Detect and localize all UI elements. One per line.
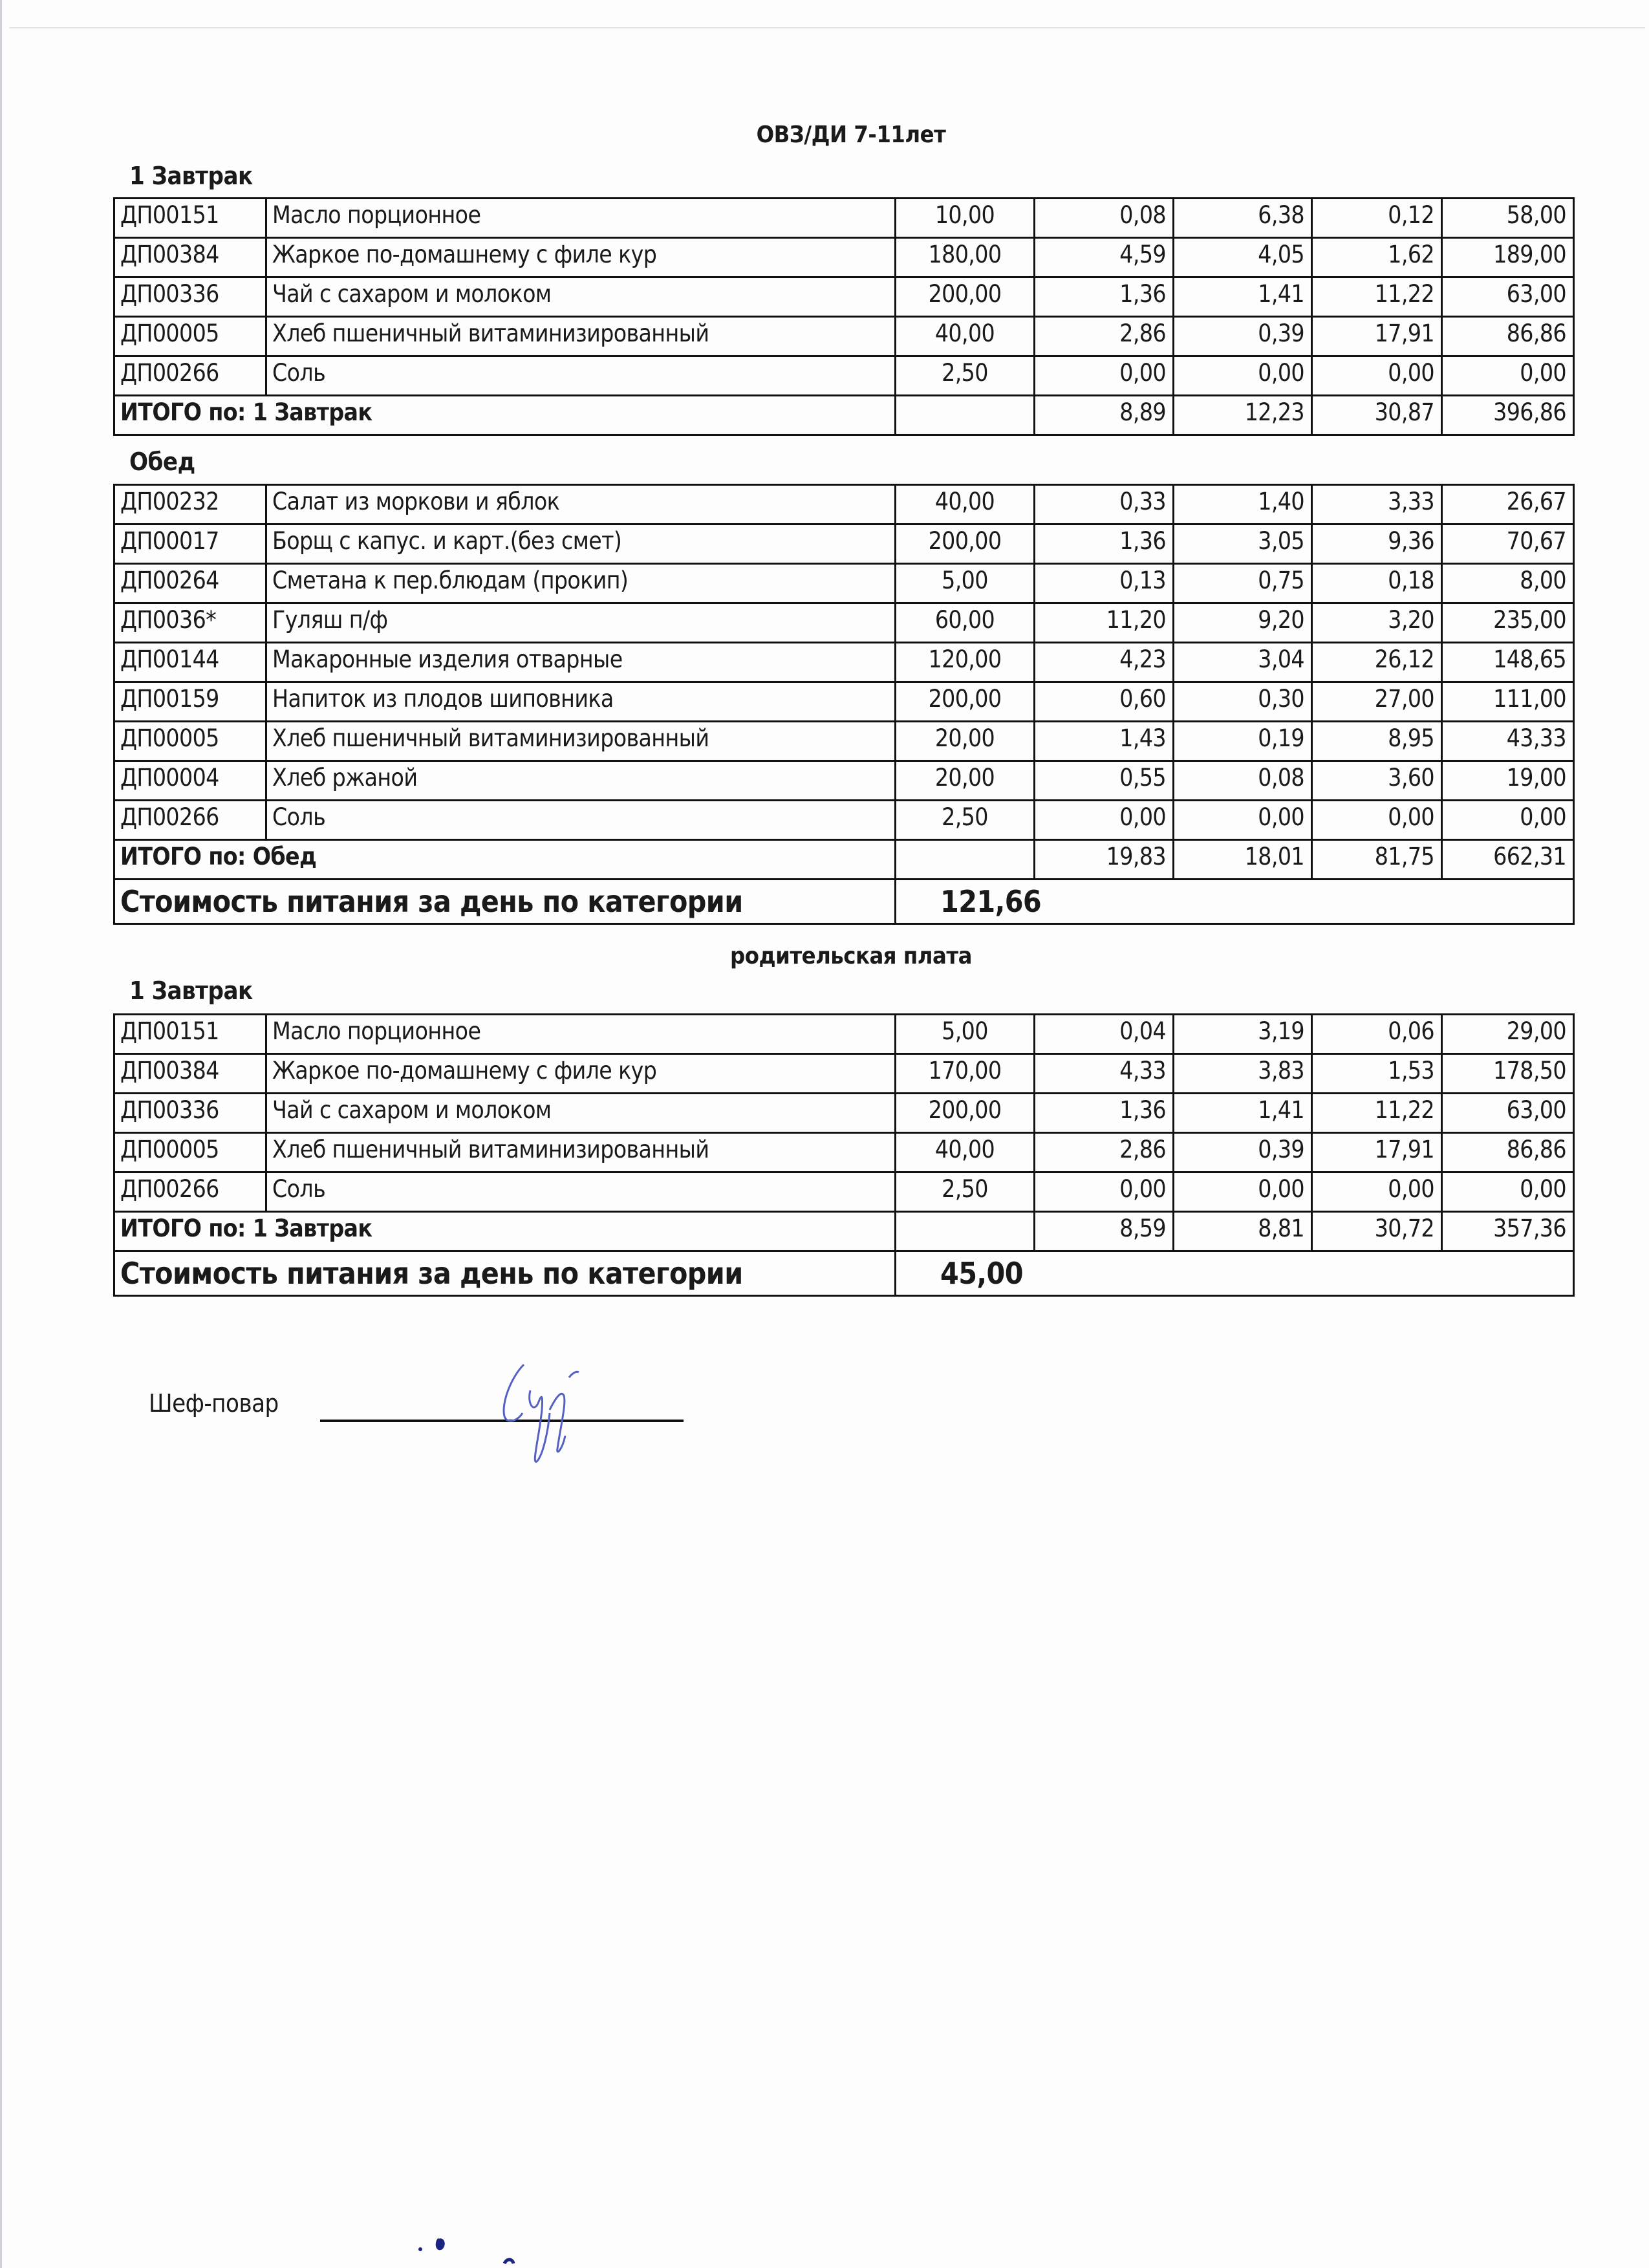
section-label-breakfast-parent: 1 Завтрак bbox=[129, 977, 253, 1005]
table-row bbox=[114, 564, 1574, 603]
total-fat: 12,23 bbox=[1174, 396, 1312, 435]
table-row bbox=[114, 1133, 1574, 1172]
calories-value: 235,00 bbox=[1442, 603, 1574, 643]
portion-weight: 200,00 bbox=[896, 1094, 1035, 1133]
portion-weight: 120,00 bbox=[896, 643, 1035, 682]
carbs-value: 8,95 bbox=[1312, 722, 1442, 761]
dish-name: Хлеб пшеничный витаминизированный bbox=[266, 317, 896, 356]
calories-value: 148,65 bbox=[1442, 643, 1574, 682]
dish-name: Жаркое по-домашнему с филе кур bbox=[266, 1054, 896, 1094]
table-row bbox=[114, 485, 1574, 524]
calories-value: 58,00 bbox=[1442, 199, 1574, 238]
carbs-value: 0,00 bbox=[1312, 356, 1442, 396]
fat-value: 1,40 bbox=[1174, 485, 1312, 524]
dish-code: ДП00144 bbox=[114, 643, 266, 682]
protein-value: 4,33 bbox=[1035, 1054, 1174, 1094]
calories-value: 111,00 bbox=[1442, 682, 1574, 722]
protein-value: 0,55 bbox=[1035, 761, 1174, 801]
carbs-value: 1,62 bbox=[1312, 238, 1442, 277]
dish-code: ДП00266 bbox=[114, 801, 266, 840]
calories-value: 26,67 bbox=[1442, 485, 1574, 524]
table-row bbox=[114, 603, 1574, 643]
dish-name: Макаронные изделия отварные bbox=[266, 643, 896, 682]
protein-value: 2,86 bbox=[1035, 1133, 1174, 1172]
dish-name: Борщ с капус. и карт.(без смет) bbox=[266, 524, 896, 564]
fat-value: 9,20 bbox=[1174, 603, 1312, 643]
total-row bbox=[114, 1212, 1574, 1251]
table-row bbox=[114, 356, 1574, 396]
dish-code: ДП00005 bbox=[114, 1133, 266, 1172]
chef-signature-label: Шеф-повар bbox=[149, 1389, 279, 1418]
table-row bbox=[114, 1015, 1574, 1054]
portion-weight: 2,50 bbox=[896, 1172, 1035, 1212]
menu-table-lunch bbox=[113, 484, 1575, 925]
dish-code: ДП0036* bbox=[114, 603, 266, 643]
daily-cost-value: 121,66 bbox=[896, 880, 1174, 924]
calories-value: 0,00 bbox=[1442, 801, 1574, 840]
dish-code: ДП00266 bbox=[114, 356, 266, 396]
total-carbs: 30,87 bbox=[1312, 396, 1442, 435]
fat-value: 0,30 bbox=[1174, 682, 1312, 722]
total-protein: 8,59 bbox=[1035, 1212, 1174, 1251]
table-row bbox=[114, 801, 1574, 840]
table-row bbox=[114, 238, 1574, 277]
fat-value: 0,00 bbox=[1174, 1172, 1312, 1212]
table-row bbox=[114, 1172, 1574, 1212]
carbs-value: 26,12 bbox=[1312, 643, 1442, 682]
carbs-value: 27,00 bbox=[1312, 682, 1442, 722]
protein-value: 1,36 bbox=[1035, 1094, 1174, 1133]
protein-value: 1,36 bbox=[1035, 524, 1174, 564]
calories-value: 70,67 bbox=[1442, 524, 1574, 564]
dish-code: ДП00005 bbox=[114, 317, 266, 356]
table-row bbox=[114, 761, 1574, 801]
total-protein: 19,83 bbox=[1035, 840, 1174, 880]
fat-value: 0,08 bbox=[1174, 761, 1312, 801]
portion-weight: 2,50 bbox=[896, 356, 1035, 396]
fat-value: 0,19 bbox=[1174, 722, 1312, 761]
carbs-value: 3,60 bbox=[1312, 761, 1442, 801]
protein-value: 1,43 bbox=[1035, 722, 1174, 761]
dish-code: ДП00336 bbox=[114, 277, 266, 317]
total-weight bbox=[896, 840, 1035, 880]
portion-weight: 20,00 bbox=[896, 761, 1035, 801]
protein-value: 0,00 bbox=[1035, 356, 1174, 396]
calories-value: 86,86 bbox=[1442, 317, 1574, 356]
fat-value: 0,00 bbox=[1174, 801, 1312, 840]
protein-value: 11,20 bbox=[1035, 603, 1174, 643]
protein-value: 0,00 bbox=[1035, 1172, 1174, 1212]
protein-value: 0,00 bbox=[1035, 801, 1174, 840]
protein-value: 2,86 bbox=[1035, 317, 1174, 356]
calories-value: 189,00 bbox=[1442, 238, 1574, 277]
dish-code: ДП00151 bbox=[114, 199, 266, 238]
portion-weight: 5,00 bbox=[896, 564, 1035, 603]
daily-cost-row bbox=[114, 880, 1574, 924]
dish-name: Хлеб пшеничный витаминизированный bbox=[266, 722, 896, 761]
calories-value: 178,50 bbox=[1442, 1054, 1574, 1094]
dish-name: Хлеб пшеничный витаминизированный bbox=[266, 1133, 896, 1172]
protein-value: 0,04 bbox=[1035, 1015, 1174, 1054]
table-row bbox=[114, 524, 1574, 564]
protein-value: 0,13 bbox=[1035, 564, 1174, 603]
menu-table-breakfast bbox=[113, 197, 1575, 436]
carbs-value: 0,00 bbox=[1312, 1172, 1442, 1212]
fat-value: 6,38 bbox=[1174, 199, 1312, 238]
portion-weight: 200,00 bbox=[896, 277, 1035, 317]
total-label: ИТОГО по: Обед bbox=[114, 840, 896, 880]
section-label-breakfast: 1 Завтрак bbox=[129, 162, 253, 190]
calories-value: 19,00 bbox=[1442, 761, 1574, 801]
portion-weight: 5,00 bbox=[896, 1015, 1035, 1054]
portion-weight: 200,00 bbox=[896, 682, 1035, 722]
daily-cost-label: Стоимость питания за день по категории bbox=[114, 880, 896, 924]
calories-value: 8,00 bbox=[1442, 564, 1574, 603]
fat-value: 3,05 bbox=[1174, 524, 1312, 564]
fat-value: 0,75 bbox=[1174, 564, 1312, 603]
table-row bbox=[114, 643, 1574, 682]
dish-name: Сметана к пер.блюдам (прокип) bbox=[266, 564, 896, 603]
dish-name: Жаркое по-домашнему с филе кур bbox=[266, 238, 896, 277]
calories-value: 0,00 bbox=[1442, 1172, 1574, 1212]
protein-value: 0,33 bbox=[1035, 485, 1174, 524]
dish-name: Напиток из плодов шиповника bbox=[266, 682, 896, 722]
carbs-value: 0,00 bbox=[1312, 801, 1442, 840]
protein-value: 4,23 bbox=[1035, 643, 1174, 682]
dish-code: ДП00266 bbox=[114, 1172, 266, 1212]
fat-value: 4,05 bbox=[1174, 238, 1312, 277]
total-fat: 18,01 bbox=[1174, 840, 1312, 880]
fat-value: 1,41 bbox=[1174, 277, 1312, 317]
table-row bbox=[114, 1054, 1574, 1094]
daily-cost-label: Стоимость питания за день по категории bbox=[114, 1251, 896, 1296]
dish-name: Салат из моркови и яблок bbox=[266, 485, 896, 524]
dish-code: ДП00384 bbox=[114, 238, 266, 277]
total-label: ИТОГО по: 1 Завтрак bbox=[114, 1212, 896, 1251]
carbs-value: 0,18 bbox=[1312, 564, 1442, 603]
daily-cost-empty bbox=[1174, 1251, 1574, 1296]
portion-weight: 40,00 bbox=[896, 1133, 1035, 1172]
fat-value: 3,04 bbox=[1174, 643, 1312, 682]
carbs-value: 0,12 bbox=[1312, 199, 1442, 238]
table-row bbox=[114, 317, 1574, 356]
protein-value: 1,36 bbox=[1035, 277, 1174, 317]
total-fat: 8,81 bbox=[1174, 1212, 1312, 1251]
menu-table-breakfast-parent bbox=[113, 1013, 1575, 1297]
total-calories: 396,86 bbox=[1442, 396, 1574, 435]
calories-value: 0,00 bbox=[1442, 356, 1574, 396]
parent-fee-subtitle: родительская плата bbox=[730, 943, 972, 969]
scan-edge bbox=[0, 0, 2, 2268]
carbs-value: 9,36 bbox=[1312, 524, 1442, 564]
daily-cost-value: 45,00 bbox=[896, 1251, 1174, 1296]
dish-name: Соль bbox=[266, 801, 896, 840]
fat-value: 0,39 bbox=[1174, 1133, 1312, 1172]
portion-weight: 40,00 bbox=[896, 317, 1035, 356]
handwritten-signature-icon bbox=[498, 1352, 666, 1468]
calories-value: 29,00 bbox=[1442, 1015, 1574, 1054]
portion-weight: 40,00 bbox=[896, 485, 1035, 524]
total-weight bbox=[896, 1212, 1035, 1251]
total-carbs: 30,72 bbox=[1312, 1212, 1442, 1251]
dish-code: ДП00004 bbox=[114, 761, 266, 801]
calories-value: 43,33 bbox=[1442, 722, 1574, 761]
dish-name: Хлеб ржаной bbox=[266, 761, 896, 801]
fat-value: 1,41 bbox=[1174, 1094, 1312, 1133]
protein-value: 0,60 bbox=[1035, 682, 1174, 722]
table-row bbox=[114, 199, 1574, 238]
dish-code: ДП00017 bbox=[114, 524, 266, 564]
dish-name: Гуляш п/ф bbox=[266, 603, 896, 643]
daily-cost-row bbox=[114, 1251, 1574, 1296]
dish-code: ДП00159 bbox=[114, 682, 266, 722]
dish-name: Чай с сахаром и молоком bbox=[266, 1094, 896, 1133]
carbs-value: 11,22 bbox=[1312, 277, 1442, 317]
scan-artifact-line bbox=[9, 27, 1645, 28]
calories-value: 86,86 bbox=[1442, 1133, 1574, 1172]
daily-cost-empty bbox=[1174, 880, 1574, 924]
portion-weight: 180,00 bbox=[896, 238, 1035, 277]
total-row bbox=[114, 840, 1574, 880]
dish-code: ДП00151 bbox=[114, 1015, 266, 1054]
carbs-value: 3,20 bbox=[1312, 603, 1442, 643]
total-label: ИТОГО по: 1 Завтрак bbox=[114, 396, 896, 435]
protein-value: 4,59 bbox=[1035, 238, 1174, 277]
portion-weight: 170,00 bbox=[896, 1054, 1035, 1094]
fat-value: 0,00 bbox=[1174, 356, 1312, 396]
calories-value: 63,00 bbox=[1442, 1094, 1574, 1133]
stamp-fragment-icon bbox=[388, 2225, 647, 2268]
carbs-value: 1,53 bbox=[1312, 1054, 1442, 1094]
protein-value: 0,08 bbox=[1035, 199, 1174, 238]
carbs-value: 17,91 bbox=[1312, 1133, 1442, 1172]
dish-name: Соль bbox=[266, 1172, 896, 1212]
dish-name: Чай с сахаром и молоком bbox=[266, 277, 896, 317]
carbs-value: 17,91 bbox=[1312, 317, 1442, 356]
portion-weight: 2,50 bbox=[896, 801, 1035, 840]
section-label-lunch: Обед bbox=[129, 448, 195, 476]
dish-name: Масло порционное bbox=[266, 1015, 896, 1054]
table-row bbox=[114, 722, 1574, 761]
total-row bbox=[114, 396, 1574, 435]
fat-value: 3,19 bbox=[1174, 1015, 1312, 1054]
dish-code: ДП00264 bbox=[114, 564, 266, 603]
table-row bbox=[114, 682, 1574, 722]
total-calories: 662,31 bbox=[1442, 840, 1574, 880]
carbs-value: 11,22 bbox=[1312, 1094, 1442, 1133]
dish-code: ДП00005 bbox=[114, 722, 266, 761]
dish-code: ДП00336 bbox=[114, 1094, 266, 1133]
dish-code: ДП00384 bbox=[114, 1054, 266, 1094]
portion-weight: 10,00 bbox=[896, 199, 1035, 238]
dish-name: Соль bbox=[266, 356, 896, 396]
total-protein: 8,89 bbox=[1035, 396, 1174, 435]
fat-value: 3,83 bbox=[1174, 1054, 1312, 1094]
fat-value: 0,39 bbox=[1174, 317, 1312, 356]
calories-value: 63,00 bbox=[1442, 277, 1574, 317]
carbs-value: 0,06 bbox=[1312, 1015, 1442, 1054]
dish-code: ДП00232 bbox=[114, 485, 266, 524]
portion-weight: 60,00 bbox=[896, 603, 1035, 643]
table-row bbox=[114, 1094, 1574, 1133]
total-weight bbox=[896, 396, 1035, 435]
table-row bbox=[114, 277, 1574, 317]
portion-weight: 200,00 bbox=[896, 524, 1035, 564]
total-carbs: 81,75 bbox=[1312, 840, 1442, 880]
total-calories: 357,36 bbox=[1442, 1212, 1574, 1251]
dish-name: Масло порционное bbox=[266, 199, 896, 238]
carbs-value: 3,33 bbox=[1312, 485, 1442, 524]
document-title: ОВЗ/ДИ 7-11лет bbox=[756, 122, 946, 148]
portion-weight: 20,00 bbox=[896, 722, 1035, 761]
